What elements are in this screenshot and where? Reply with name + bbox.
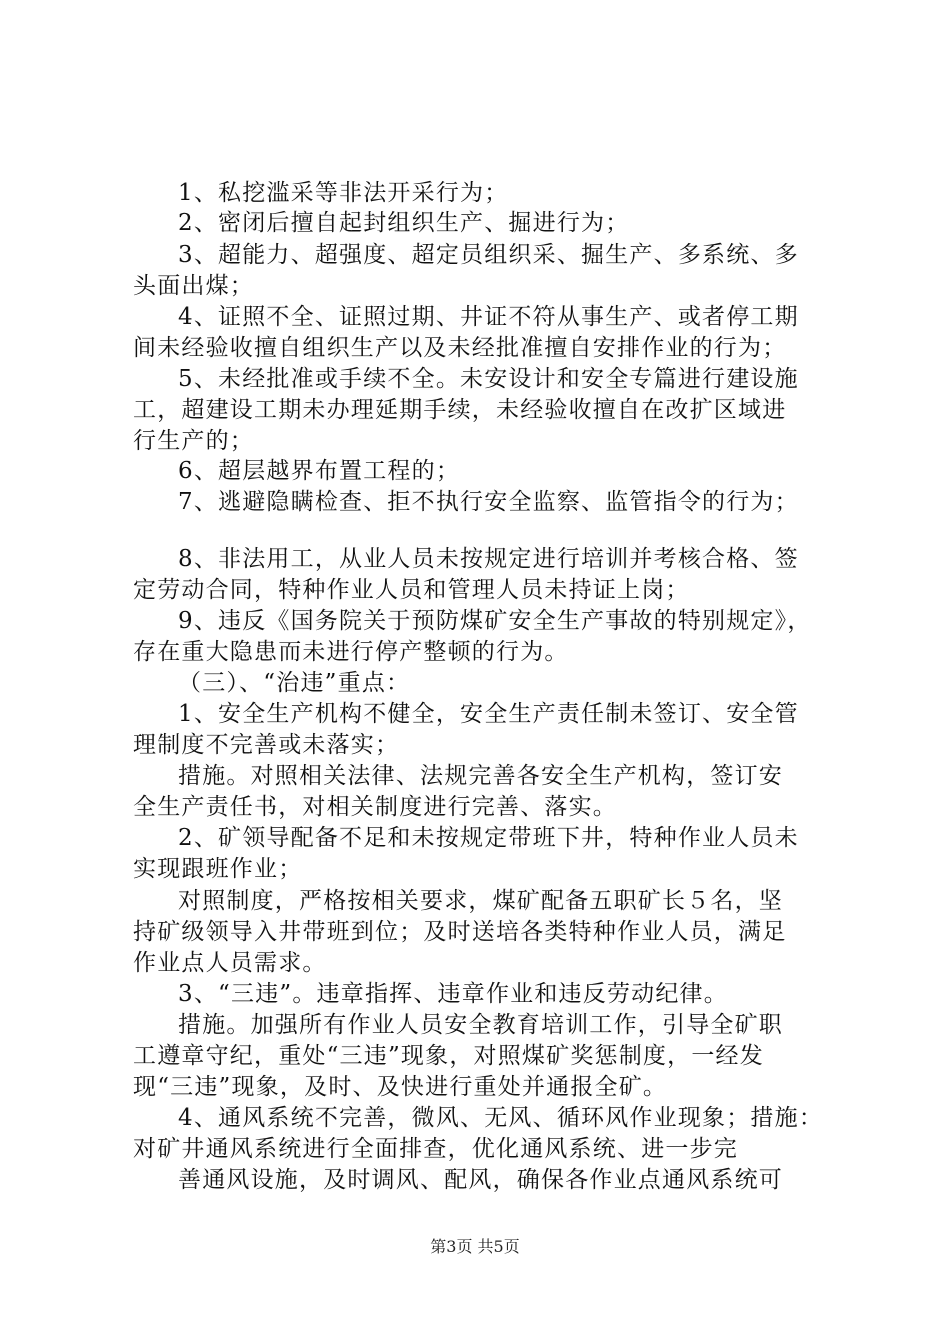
text-line: 理制度不完善或未落实； bbox=[133, 732, 400, 758]
text-line: 善通风设施，及时调风、配风，确保各作业点通风系统可 bbox=[178, 1167, 783, 1193]
text-line: 对矿井通风系统进行全面排查，优化通风系统、进一步完 bbox=[133, 1136, 738, 1162]
text-line: 6、超层越界布置工程的； bbox=[178, 458, 461, 484]
text-line: 措施。对照相关法律、法规完善各安全生产机构，签订安 bbox=[178, 763, 783, 789]
text-line: 5、未经批准或手续不全。未安设计和安全专篇进行建设施 bbox=[178, 366, 799, 392]
text-line: 4、证照不全、证照过期、井证不符从事生产、或者停工期 bbox=[178, 304, 799, 330]
text-line: 对照制度，严格按相关要求，煤矿配备五职矿长５名，坚 bbox=[178, 888, 783, 914]
text-line: 2、矿领导配备不足和未按规定带班下井，特种作业人员未 bbox=[178, 825, 799, 851]
text-line: 3、超能力、超强度、超定员组织采、掘生产、多系统、多 bbox=[178, 242, 799, 268]
text-line: 现“三违”现象，及时、及快进行重处并通报全矿。 bbox=[133, 1074, 668, 1100]
text-line: 8、非法用工，从业人员未按规定进行培训并考核合格、签 bbox=[178, 546, 799, 572]
text-line: 1、安全生产机构不健全，安全生产责任制未签订、安全管 bbox=[178, 701, 799, 727]
text-line: 工遵章守纪，重处“三违”现象，对照煤矿奖惩制度，一经发 bbox=[133, 1043, 764, 1069]
text-line: 实现跟班作业； bbox=[133, 856, 303, 882]
text-line: 工，超建设工期未办理延期手续，未经验收擅自在改扩区域进 bbox=[133, 397, 787, 423]
text-line: 7、逃避隐瞒检查、拒不执行安全监察、监管指令的行为； bbox=[178, 489, 799, 515]
text-line: 全生产责任书，对相关制度进行完善、落实。 bbox=[133, 794, 617, 820]
text-line: 定劳动合同，特种作业人员和管理人员未持证上岗； bbox=[133, 577, 690, 603]
text-line: 1、私挖滥采等非法开采行为； bbox=[178, 180, 509, 206]
text-line: 4、通风系统不完善，微风、无风、循环风作业现象；措施： bbox=[178, 1105, 824, 1131]
text-line: 存在重大隐患而未进行停产整顿的行为。 bbox=[133, 639, 569, 665]
section-heading: （三）、“治违”重点： bbox=[178, 670, 411, 696]
text-line: 3、“三违”。违章指挥、违章作业和违反劳动纪律。 bbox=[178, 981, 728, 1007]
text-line: 头面出煤； bbox=[133, 273, 254, 299]
text-line: 行生产的； bbox=[133, 428, 254, 454]
text-line: 9、违反《国务院关于预防煤矿安全生产事故的特别规定》， bbox=[178, 608, 812, 634]
text-line: 措施。加强所有作业人员安全教育培训工作，引导全矿职 bbox=[178, 1012, 783, 1038]
text-line: 2、密闭后擅自起封组织生产、掘进行为； bbox=[178, 210, 630, 236]
page-number-footer: 第3页 共5页 bbox=[430, 1237, 520, 1256]
text-line: 作业点人员需求。 bbox=[133, 950, 327, 976]
text-line: 间未经验收擅自组织生产以及未经批准擅自安排作业的行为； bbox=[133, 335, 787, 361]
text-line: 持矿级领导入井带班到位；及时送培各类特种作业人员，满足 bbox=[133, 919, 787, 945]
